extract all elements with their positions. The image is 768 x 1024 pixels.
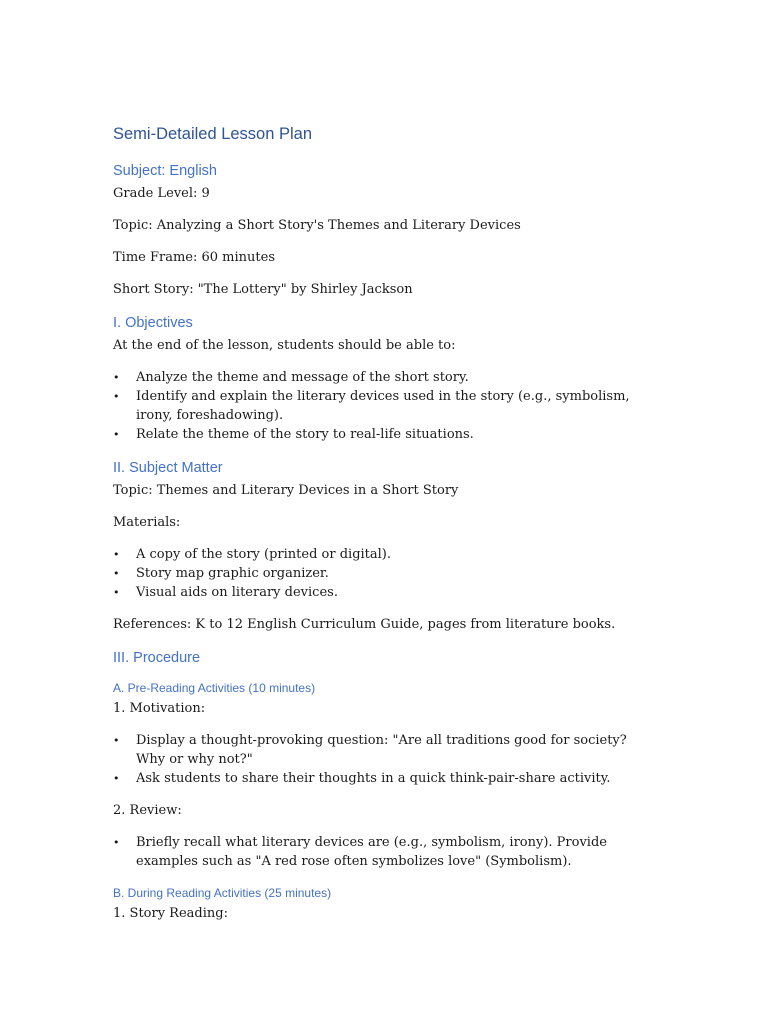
bullet-icon: • bbox=[113, 734, 120, 747]
bullet-icon: • bbox=[113, 428, 120, 441]
subject-heading: Subject: English bbox=[113, 163, 217, 179]
references-line: References: K to 12 English Curriculum Guide, pages from literature books. bbox=[113, 617, 616, 632]
materials-label: Materials: bbox=[113, 515, 181, 530]
objectives-heading: I. Objectives bbox=[113, 315, 193, 331]
bullet-icon: • bbox=[113, 390, 120, 403]
list-item: • Ask students to share their thoughts in a quick think-pair-share activity. bbox=[113, 771, 611, 786]
list-item: • Identify and explain the literary devices used in the story (e.g., symbolism, irony, foreshadowing). bbox=[113, 389, 630, 423]
review-label: 2. Review: bbox=[113, 803, 182, 818]
list-item: • A copy of the story (printed or digital). bbox=[113, 547, 392, 562]
short-story-line: Short Story: "The Lottery" by Shirley Jackson bbox=[113, 282, 413, 297]
grade-level: Grade Level: 9 bbox=[113, 186, 210, 201]
list-item: • Display a thought-provoking question: "Are all traditions good for society? Why or why not?" bbox=[113, 733, 627, 767]
motivation-label: 1. Motivation: bbox=[113, 701, 206, 716]
bullet-icon: • bbox=[113, 567, 120, 580]
list-item: • Relate the theme of the story to real-life situations. bbox=[113, 427, 474, 442]
bullet-icon: • bbox=[113, 772, 120, 785]
document-title: Semi-Detailed Lesson Plan bbox=[113, 125, 313, 143]
subject-matter-topic: Topic: Themes and Literary Devices in a Short Story bbox=[113, 483, 459, 498]
procedure-heading: III. Procedure bbox=[113, 650, 201, 666]
list-item: • Story map graphic organizer. bbox=[113, 566, 329, 581]
objectives-intro: At the end of the lesson, students should be able to: bbox=[113, 338, 456, 353]
during-reading-heading: B. During Reading Activities (25 minutes) bbox=[113, 886, 332, 900]
bullet-icon: • bbox=[113, 836, 120, 849]
subject-matter-heading: II. Subject Matter bbox=[113, 460, 223, 476]
document-page bbox=[113, 122, 653, 923]
time-frame: Time Frame: 60 minutes bbox=[113, 250, 275, 265]
review-list bbox=[113, 833, 653, 871]
list-item: • Analyze the theme and message of the short story. bbox=[113, 370, 469, 385]
pre-reading-heading: A. Pre-Reading Activities (10 minutes) bbox=[113, 681, 316, 695]
list-item: • Briefly recall what literary devices are (e.g., symbolism, irony). Provide examples such as "A red rose often symbolizes love" (Symbolism). bbox=[113, 835, 607, 869]
story-reading-label: 1. Story Reading: bbox=[113, 906, 228, 921]
objectives-list bbox=[113, 368, 653, 444]
bullet-icon: • bbox=[113, 548, 120, 561]
list-item: • Visual aids on literary devices. bbox=[113, 585, 338, 600]
bullet-icon: • bbox=[113, 586, 120, 599]
bullet-icon: • bbox=[113, 371, 120, 384]
motivation-list bbox=[113, 731, 653, 788]
materials-list bbox=[113, 545, 653, 602]
topic-line: Topic: Analyzing a Short Story's Themes and Literary Devices bbox=[113, 218, 521, 233]
